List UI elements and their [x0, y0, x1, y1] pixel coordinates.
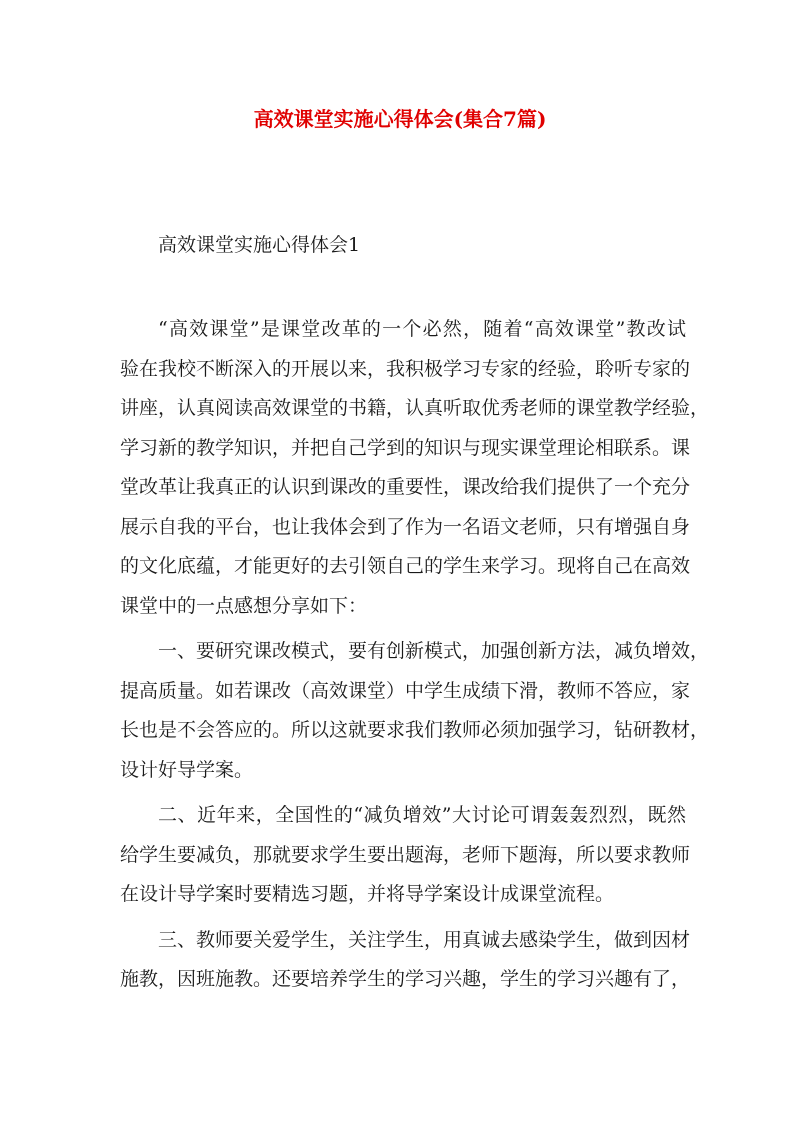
paragraph — [120, 796, 691, 915]
paragraph — [120, 310, 710, 626]
document-body — [120, 310, 710, 1000]
text-line: 二、近年来，全国性的“减负增效”大讨论可谓轰轰烈烈，既然 — [158, 804, 686, 826]
text-line: 展示自我的平台，也让我体会到了作为一名语文老师，只有增强自身 — [120, 515, 691, 538]
text-line: 提高质量。如若课改（高效课堂）中学生成绩下滑，教师不答应，家 — [120, 679, 691, 702]
text-line: 一、要研究课改模式，要有创新模式，加强创新方法，减负增效， — [158, 640, 710, 662]
text-line: 设计好导学案。 — [120, 758, 254, 781]
text-line: 学习新的教学知识，并把自己学到的知识与现实课堂理论相联系。课 — [120, 436, 691, 459]
text-line: 堂改革让我真正的认识到课改的重要性，课改给我们提供了一个充分 — [120, 476, 691, 498]
section-heading: 高效课堂实施心得体会1 — [158, 234, 361, 256]
text-line: 课堂中的一点感想分享如下： — [120, 594, 368, 617]
text-line: 三、教师要关爱学生，关注学生，用真诚去感染学生，做到因材 — [158, 928, 691, 951]
text-line: 施教，因班施教。还要培养学生的学习兴趣，学生的学习兴趣有了， — [120, 968, 691, 990]
document-title: 高效课堂实施心得体会(集合7篇) — [253, 107, 547, 131]
text-line: 在设计导学案时要精选习题，并将导学案设计成课堂流程。 — [120, 883, 615, 905]
text-line: 给学生要减负，那就要求学生要出题海，老师下题海，所以要求教师 — [120, 843, 691, 866]
text-line: 验在我校不断深入的开展以来，我积极学习专家的经验，聆听专家的 — [120, 357, 691, 380]
text-line: 的文化底蕴，才能更好的去引领自己的学生来学习。现将自己在高效 — [120, 555, 691, 577]
text-line: “高效课堂”是课堂改革的一个必然，随着“高效课堂”教改试 — [158, 318, 686, 340]
paragraph — [120, 921, 691, 1000]
paragraph — [120, 632, 710, 790]
text-line: 长也是不会答应的。所以这就要求我们教师必须加强学习，钻研教材， — [120, 719, 710, 741]
text-line: 讲座，认真阅读高效课堂的书籍，认真听取优秀老师的课堂教学经验， — [120, 397, 710, 419]
